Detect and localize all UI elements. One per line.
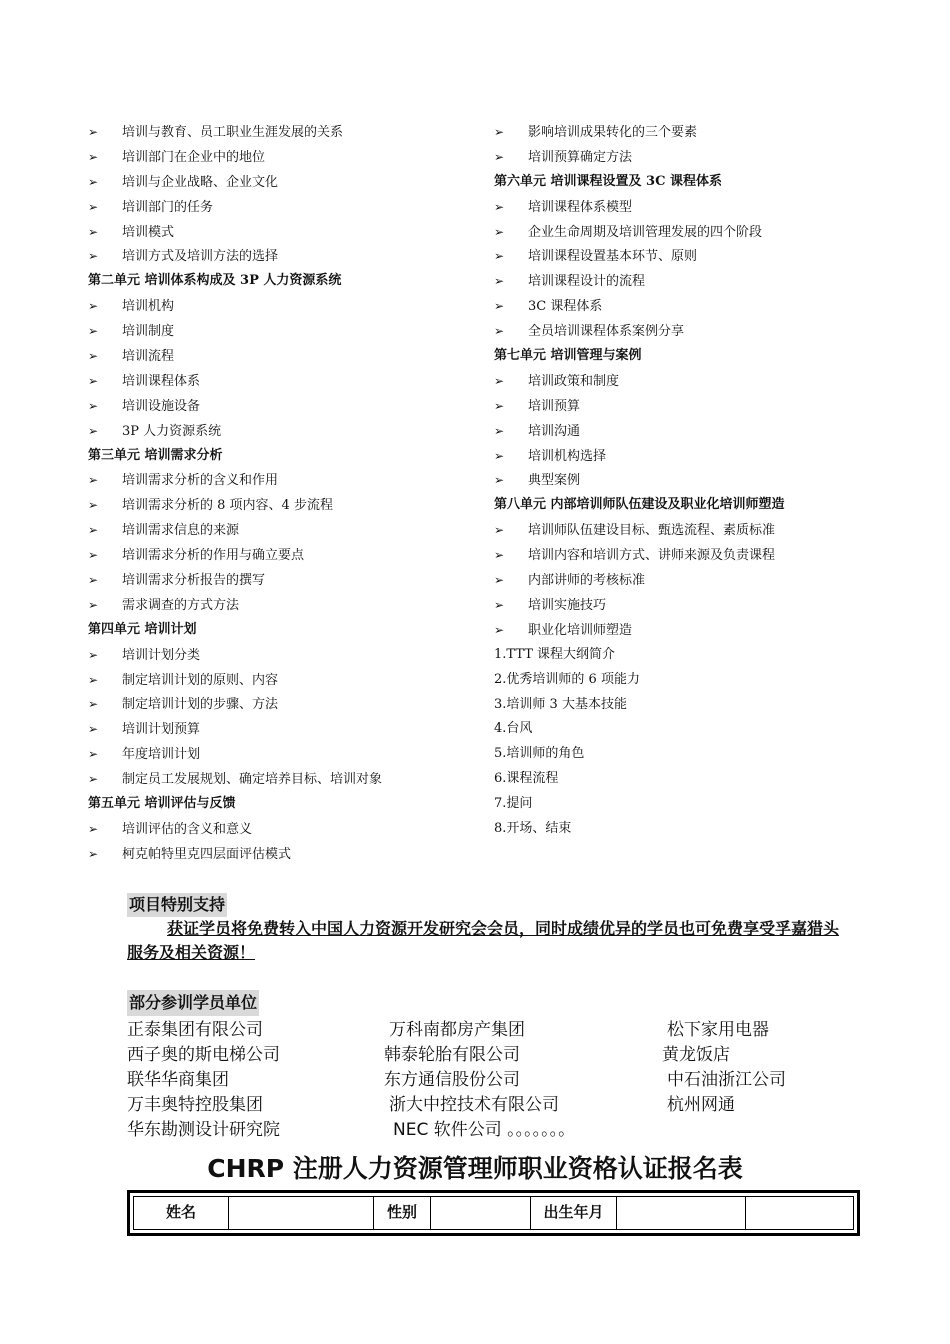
list-item — [88, 244, 478, 269]
list-item-text: 培训计划分类 — [122, 647, 201, 663]
arrow-bullet-icon: ➢ — [494, 274, 505, 289]
numbered-item-text: 6.课程流程 — [494, 771, 559, 787]
arrow-bullet-icon: ➢ — [494, 249, 505, 264]
gender-label-cell: 性别 — [374, 1197, 431, 1229]
registration-form-title: CHRP 注册人力资源管理师职业资格认证报名表 — [207, 1154, 743, 1183]
list-item-text: 柯克帕特里克四层面评估模式 — [122, 846, 292, 862]
list-item — [88, 643, 478, 668]
list-item-text: 培训课程体系模型 — [528, 199, 633, 215]
arrow-bullet-icon: ➢ — [88, 324, 99, 339]
arrow-bullet-icon: ➢ — [88, 672, 99, 687]
arrow-bullet-icon: ➢ — [88, 149, 99, 164]
list-item — [494, 543, 874, 568]
arrow-bullet-icon: ➢ — [88, 224, 99, 239]
numbered-item — [494, 668, 874, 693]
list-item-text: 全员培训课程体系案例分享 — [528, 324, 685, 340]
arrow-bullet-icon: ➢ — [494, 199, 505, 214]
list-item — [494, 145, 874, 170]
special-support-section — [127, 893, 847, 965]
unit-name: 东方通信股份公司 — [384, 1070, 520, 1090]
numbered-item-text: 7.提问 — [494, 796, 533, 812]
arrow-bullet-icon: ➢ — [88, 722, 99, 737]
list-item — [88, 120, 478, 145]
arrow-bullet-icon: ➢ — [88, 846, 99, 861]
list-item — [88, 344, 478, 369]
list-item-text: 年度培训计划 — [122, 747, 201, 763]
units-row — [127, 1068, 847, 1093]
numbered-item-text: 2.优秀培训师的 6 项能力 — [494, 671, 640, 687]
participant-units-section — [127, 990, 847, 1143]
list-item-text: 培训机构选择 — [528, 448, 607, 464]
registration-form-table — [127, 1190, 860, 1236]
list-item-text: 内部讲师的考核标准 — [528, 573, 646, 589]
arrow-bullet-icon: ➢ — [88, 174, 99, 189]
unit-heading — [494, 170, 874, 195]
arrow-bullet-icon: ➢ — [494, 597, 505, 612]
list-item-text: 培训评估的含义和意义 — [122, 821, 253, 837]
right-column — [494, 120, 874, 842]
birth-date-input-cell[interactable] — [617, 1197, 746, 1229]
unit-name: 华东勘测设计研究院 — [127, 1120, 280, 1140]
numbered-item — [494, 792, 874, 817]
numbered-item-text: 8.开场、结束 — [494, 820, 572, 836]
list-item-text: 影响培训成果转化的三个要素 — [528, 125, 698, 140]
arrow-bullet-icon: ➢ — [494, 125, 505, 139]
list-item-text: 培训部门的任务 — [122, 199, 214, 215]
list-item — [88, 493, 478, 518]
list-item-text: 培训流程 — [122, 349, 175, 365]
arrow-bullet-icon: ➢ — [494, 324, 505, 339]
arrow-bullet-icon: ➢ — [88, 647, 99, 662]
list-item-text: 培训内容和培训方式、讲师来源及负责课程 — [528, 548, 776, 564]
list-item-text: 培训模式 — [122, 224, 175, 240]
arrow-bullet-icon: ➢ — [494, 573, 505, 588]
arrow-bullet-icon: ➢ — [494, 149, 505, 164]
list-item-text: 3C 课程体系 — [528, 299, 603, 315]
units-row — [127, 1043, 847, 1068]
list-item — [88, 593, 478, 618]
arrow-bullet-icon: ➢ — [494, 523, 505, 538]
support-body: 获证学员将免费转入中国人力资源开发研究会会员，同时成绩优异的学员也可免费享受孚嘉猎头服务及相关资源！ — [127, 919, 840, 962]
gender-input-cell[interactable] — [431, 1197, 531, 1229]
numbered-item-text: 5.培训师的角色 — [494, 746, 585, 762]
list-item — [88, 419, 478, 444]
arrow-bullet-icon: ➢ — [88, 597, 99, 612]
list-item — [88, 767, 478, 792]
unit-name: 万科南都房产集团 — [389, 1020, 525, 1040]
list-item — [494, 195, 874, 220]
unit-name: 联华华商集团 — [127, 1070, 229, 1090]
arrow-bullet-icon: ➢ — [494, 548, 505, 563]
list-item-text: 培训方式及培训方法的选择 — [122, 249, 279, 265]
arrow-bullet-icon: ➢ — [494, 622, 505, 637]
unit-heading-text: 第三单元 培训需求分析 — [88, 447, 223, 463]
list-item — [494, 468, 874, 493]
arrow-bullet-icon: ➢ — [494, 299, 505, 314]
list-item — [88, 543, 478, 568]
list-item — [88, 170, 478, 195]
list-item — [88, 394, 478, 419]
list-item — [494, 369, 874, 394]
unit-name: 松下家用电器 — [667, 1020, 769, 1040]
arrow-bullet-icon: ➢ — [88, 423, 99, 438]
numbered-item-text: 4.台风 — [494, 721, 533, 737]
name-input-cell[interactable] — [229, 1197, 374, 1229]
list-item-text: 培训需求分析报告的撰写 — [122, 573, 266, 589]
name-label-cell: 姓名 — [134, 1197, 229, 1229]
unit-heading — [88, 618, 478, 643]
list-item — [494, 244, 874, 269]
list-item — [88, 195, 478, 220]
arrow-bullet-icon: ➢ — [88, 199, 99, 214]
unit-name: 万丰奥特控股集团 — [127, 1095, 263, 1115]
form-row — [133, 1196, 854, 1230]
list-item-text: 企业生命周期及培训管理发展的四个阶段 — [528, 224, 763, 240]
unit-heading — [494, 493, 874, 518]
numbered-item-text: 1.TTT 课程大纲简介 — [494, 646, 616, 662]
numbered-item — [494, 817, 874, 842]
list-item-text: 培训需求信息的来源 — [122, 523, 240, 539]
list-item-text: 培训需求分析的 8 项内容、4 步流程 — [122, 498, 333, 514]
units-row — [127, 1093, 847, 1118]
list-item-text: 职业化培训师塑造 — [528, 622, 633, 638]
list-item — [88, 742, 478, 767]
list-item — [494, 269, 874, 294]
numbered-item — [494, 643, 874, 668]
list-item — [88, 220, 478, 245]
list-item — [88, 294, 478, 319]
unit-heading-text: 第四单元 培训计划 — [88, 621, 197, 637]
list-item-text: 培训师队伍建设目标、甄选流程、素质标准 — [528, 523, 776, 539]
arrow-bullet-icon: ➢ — [88, 249, 99, 264]
list-item-text: 培训课程设计的流程 — [528, 274, 646, 290]
list-item-text: 制定培训计划的原则、内容 — [122, 672, 279, 688]
list-item-text: 典型案例 — [528, 473, 581, 489]
unit-name: 黄龙饭店 — [662, 1045, 730, 1065]
unit-name: 浙大中控技术有限公司 — [389, 1095, 559, 1115]
units-row — [127, 1118, 847, 1143]
list-item — [88, 817, 478, 842]
arrow-bullet-icon: ➢ — [88, 398, 99, 413]
list-item — [88, 319, 478, 344]
arrow-bullet-icon: ➢ — [88, 697, 99, 712]
list-item — [88, 518, 478, 543]
units-title: 部分参训学员单位 — [127, 990, 259, 1016]
list-item — [494, 419, 874, 444]
list-item — [494, 444, 874, 469]
unit-name: 韩泰轮胎有限公司 — [384, 1045, 520, 1065]
arrow-bullet-icon: ➢ — [494, 473, 505, 488]
list-item-text: 培训部门在企业中的地位 — [122, 149, 266, 165]
arrow-bullet-icon: ➢ — [88, 548, 99, 563]
left-column — [88, 120, 478, 867]
unit-heading — [494, 344, 874, 369]
list-item — [494, 394, 874, 419]
list-item-text: 培训机构 — [122, 299, 175, 315]
list-item-text: 需求调查的方式方法 — [122, 597, 240, 613]
list-item — [88, 842, 478, 867]
arrow-bullet-icon: ➢ — [494, 398, 505, 413]
list-item — [88, 369, 478, 394]
list-item-text: 培训制度 — [122, 324, 175, 340]
list-item — [494, 518, 874, 543]
units-row — [127, 1018, 847, 1043]
list-item-text: 培训计划预算 — [122, 722, 201, 738]
list-item-text: 3P 人力资源系统 — [122, 423, 222, 439]
list-item — [88, 468, 478, 493]
list-item-text: 培训政策和制度 — [528, 373, 620, 389]
arrow-bullet-icon: ➢ — [494, 373, 505, 388]
arrow-bullet-icon: ➢ — [88, 523, 99, 538]
unit-name: NEC 软件公司 。。。。。。。 — [393, 1120, 576, 1140]
numbered-item — [494, 742, 874, 767]
arrow-bullet-icon: ➢ — [88, 473, 99, 488]
arrow-bullet-icon: ➢ — [494, 224, 505, 239]
unit-heading-text: 第二单元 培训体系构成及 3P 人力资源系统 — [88, 273, 342, 289]
list-item-text: 培训沟通 — [528, 423, 581, 439]
list-item-text: 制定员工发展规划、确定培养目标、培训对象 — [122, 772, 383, 788]
arrow-bullet-icon: ➢ — [494, 423, 505, 438]
units-grid — [127, 1018, 847, 1143]
unit-heading — [88, 444, 478, 469]
list-item-text: 培训预算 — [528, 398, 581, 414]
arrow-bullet-icon: ➢ — [494, 448, 505, 463]
arrow-bullet-icon: ➢ — [88, 747, 99, 762]
list-item — [494, 568, 874, 593]
arrow-bullet-icon: ➢ — [88, 373, 99, 388]
list-item — [494, 294, 874, 319]
unit-name: 中石油浙江公司 — [667, 1070, 786, 1090]
arrow-bullet-icon: ➢ — [88, 349, 99, 364]
numbered-item — [494, 717, 874, 742]
unit-name: 西子奥的斯电梯公司 — [127, 1045, 280, 1065]
numbered-item — [494, 693, 874, 718]
list-item-text: 培训需求分析的含义和作用 — [122, 473, 279, 489]
list-item — [88, 568, 478, 593]
arrow-bullet-icon: ➢ — [88, 821, 99, 836]
list-item-text: 培训课程体系 — [122, 373, 201, 389]
list-item-text: 培训课程设置基本环节、原则 — [528, 249, 698, 265]
birth-date-label-cell: 出生年月 — [531, 1197, 617, 1229]
list-item-text: 培训与企业战略、企业文化 — [122, 174, 279, 190]
unit-name: 杭州网通 — [667, 1095, 735, 1115]
list-item — [88, 145, 478, 170]
list-item-text: 培训需求分析的作用与确立要点 — [122, 548, 305, 564]
unit-heading-text: 第六单元 培训课程设置及 3C 课程体系 — [494, 173, 722, 189]
arrow-bullet-icon: ➢ — [88, 573, 99, 588]
unit-heading — [88, 792, 478, 817]
arrow-bullet-icon: ➢ — [88, 772, 99, 787]
arrow-bullet-icon: ➢ — [88, 125, 99, 139]
list-item — [88, 668, 478, 693]
list-item-text: 培训与教育、员工职业生涯发展的关系 — [122, 125, 344, 140]
photo-cell[interactable] — [746, 1197, 853, 1229]
list-item-text: 培训实施技巧 — [528, 597, 607, 613]
numbered-item — [494, 767, 874, 792]
list-item — [494, 120, 874, 145]
list-item-text: 培训设施设备 — [122, 398, 201, 414]
unit-heading-text: 第八单元 内部培训师队伍建设及职业化培训师塑造 — [494, 497, 785, 513]
support-title: 项目特别支持 — [127, 893, 227, 917]
list-item — [494, 593, 874, 618]
numbered-item-text: 3.培训师 3 大基本技能 — [494, 696, 627, 712]
list-item-text: 制定培训计划的步骤、方法 — [122, 697, 279, 713]
arrow-bullet-icon: ➢ — [88, 498, 99, 513]
unit-name: 正泰集团有限公司 — [127, 1020, 263, 1040]
list-item — [88, 717, 478, 742]
list-item — [494, 618, 874, 643]
unit-heading — [88, 269, 478, 294]
list-item — [494, 220, 874, 245]
list-item-text: 培训预算确定方法 — [528, 149, 633, 165]
unit-heading-text: 第七单元 培训管理与案例 — [494, 348, 642, 364]
unit-heading-text: 第五单元 培训评估与反馈 — [88, 796, 236, 812]
arrow-bullet-icon: ➢ — [88, 299, 99, 314]
list-item — [494, 319, 874, 344]
list-item — [88, 692, 478, 717]
